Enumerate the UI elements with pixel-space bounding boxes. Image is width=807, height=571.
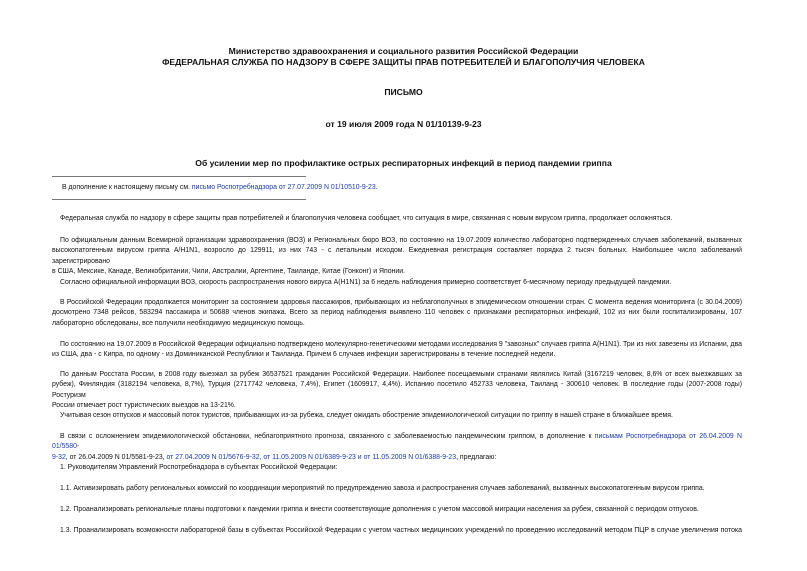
note-prefix: В дополнение к настоящему письму см. xyxy=(62,184,192,191)
service-name: ФЕДЕРАЛЬНАЯ СЛУЖБА ПО НАДЗОРУ В СФЕРЕ ЗАЩИТЫ ПРАВ ПОТРЕБИТЕЛЕЙ И БЛАГОПОЛУЧИЯ ЧЕЛОВЕКА xyxy=(162,57,645,67)
paragraph-8-text-1: В связи с осложнением эпидемиологической обстановки, неблагоприятного прогноза, связанного с заболеваемостью пандемическим гриппом, в дополнение к xyxy=(60,433,595,440)
paragraph-12-line-1: 1.3. Проанализировать возможности лабораторной базы в субъектах Российской Федерации с учетом частных медицинских учреждений по проведению исследований методом ПЦР в случае увеличения потока xyxy=(60,527,742,534)
paragraph-9: 1. Руководителям Управлений Роспотребнадзора в субъектах Российской Федерации: xyxy=(60,464,338,471)
paragraph-8-line-2 xyxy=(52,453,742,463)
paragraph-5 xyxy=(52,340,742,361)
ministry-name: Министерство здравоохранения и социального развития Российской Федерации xyxy=(228,46,579,56)
paragraph-6-line-1: По данным Росстата России, в 2008 году выезжал за рубеж 36537521 гражданин Российской Федерации. Наиболее посещаемыми странами являлись Китай (3167219 человек, 8,6% от всех выезжавших за xyxy=(60,371,742,378)
paragraph-7: Учитывая сезон отпусков и массовый поток туристов, прибывающих из-за рубежа, следует ожидать обострение эпидемиологической ситуации по гриппу в нашей стране в ближайшее время. xyxy=(60,412,673,419)
paragraph-4-line-1: В Российской Федерации продолжается мониторинг за состоянием здоровья пассажиров, прибывающих из неблагополучных в эпидемическом отношении стран. С момента ведения мониторинга (с 30.04.2009) xyxy=(60,299,742,306)
paragraph-4-line-3: лабораторно обследованы, все получили необходимую медицинскую помощь. xyxy=(52,319,305,327)
paragraph-5-line-2: из США, два - с Кипра, по одному - из Доминиканской Республики и Таиланда. Причем 6 случаев инфекции зарегистрированы в течение последней недели. xyxy=(52,351,556,359)
document-subject: Об усилении мер по профилактике острых респираторных инфекций в период пандемии гриппа xyxy=(195,158,612,168)
letters-link-1-cont[interactable]: 9-32 xyxy=(52,453,66,461)
paragraph-2 xyxy=(52,236,742,277)
paragraph-8-line-1 xyxy=(52,432,742,453)
note-suffix: . xyxy=(375,184,378,191)
paragraph-11: 1.2. Проанализировать региональные планы подготовки к пандемии гриппа и внести соответствующие дополнения с учетом массовой миграции населения за рубеж, связанной с периодом отпусков. xyxy=(60,506,699,513)
paragraph-5-line-1: По состоянию на 19.07.2009 в Российской Федерации официально подтверждено молекулярно-генетическими методами исследования 9 "завозных" случаев гриппа A(H1N1). Три из них завезены из Испании, два xyxy=(60,341,742,348)
paragraph-4 xyxy=(52,298,742,329)
paragraph-4-line-2: досмотрено 7348 рейсов, 583294 пассажира и 50688 членов экипажа. Всего за период наблюдения выявлено 110 человек с признаками респираторных инфекций, 102 из них были госпитализированы, 107 xyxy=(52,309,742,317)
paragraph-2-line-2: высокопатогенным вирусом гриппа A/H1N1, возросло до 129911, из них 743 - с летальным исходом. Ежедневная регистрация составляет порядка 2 тысяч больных. Наибольшее число заболеваний зарегистрировано xyxy=(52,247,742,265)
paragraph-6 xyxy=(52,370,742,411)
paragraph-3: Согласно официальной информации ВОЗ, скорость распространения нового вируса A(H1N1) за 6 недель наблюдения примерно соответствует 6-месячному периоду предыдущей пандемии. xyxy=(60,279,672,286)
paragraph-1: Федеральная служба по надзору в сфере защиты прав потребителей и благополучия человека сообщает, что ситуация в мире, связанная с новым вирусом гриппа, продолжает осложняться. xyxy=(60,215,673,222)
paragraph-6-line-3: России отмечает рост туристических выездов на 13-21%. xyxy=(52,401,236,409)
paragraph-12 xyxy=(52,526,742,536)
paragraph-6-line-2: рубеж), Финляндия (3182194 человека, 8,7%), Турция (2717742 человека, 7,4%), Египет (1609917, 4,4%). Испанию посетило 452733 человека, Таиланд - 300610 человек. В последние годы (2007-2008 годы) Ростуризм xyxy=(52,381,742,399)
letters-link-2[interactable]: от 27.04.2009 N 01/5676-9-32, от 11.05.2009 N 01/6389-9-23 и от 11.05.2009 N 01/6388-9-23 xyxy=(166,453,457,461)
note-link[interactable]: письмо Роспотребнадзора от 27.07.2009 N 01/10510-9-23 xyxy=(191,184,376,191)
letters-link-1[interactable]: письмам Роспотребнадзора от 26.04.2009 N 01/5580- xyxy=(52,433,742,451)
document-type: ПИСЬМО xyxy=(384,87,423,97)
paragraph-2-line-3: в США, Мексике, Канаде, Великобритании, Чили, Австралии, Аргентине, Таиланде, Китае (Гонконг) и Японии. xyxy=(52,267,405,275)
note-rule-top xyxy=(52,176,306,177)
paragraph-8 xyxy=(52,432,742,463)
note-rule-bottom xyxy=(52,199,306,200)
paragraph-10: 1.1. Активизировать работу региональных комиссий по координации мероприятий по предупреждению завоза и распространения случаев заболеваний, вызванных высокопатогенным вирусом гриппа. xyxy=(60,485,705,492)
editorial-note xyxy=(62,183,752,193)
paragraph-2-line-1: По официальным данным Всемирной организации здравоохранения (ВОЗ) и Региональных бюро ВОЗ, по состоянию на 19.07.2009 количество лабораторно подтвержденных случаев заболеваний, вызванных xyxy=(60,237,742,244)
paragraph-8-text-3: , предлагаю: xyxy=(456,453,497,461)
document-date-number: от 19 июля 2009 года N 01/10139-9-23 xyxy=(325,119,482,129)
paragraph-8-text-2: , от 26.04.2009 N 01/5581-9-23, xyxy=(65,453,167,461)
